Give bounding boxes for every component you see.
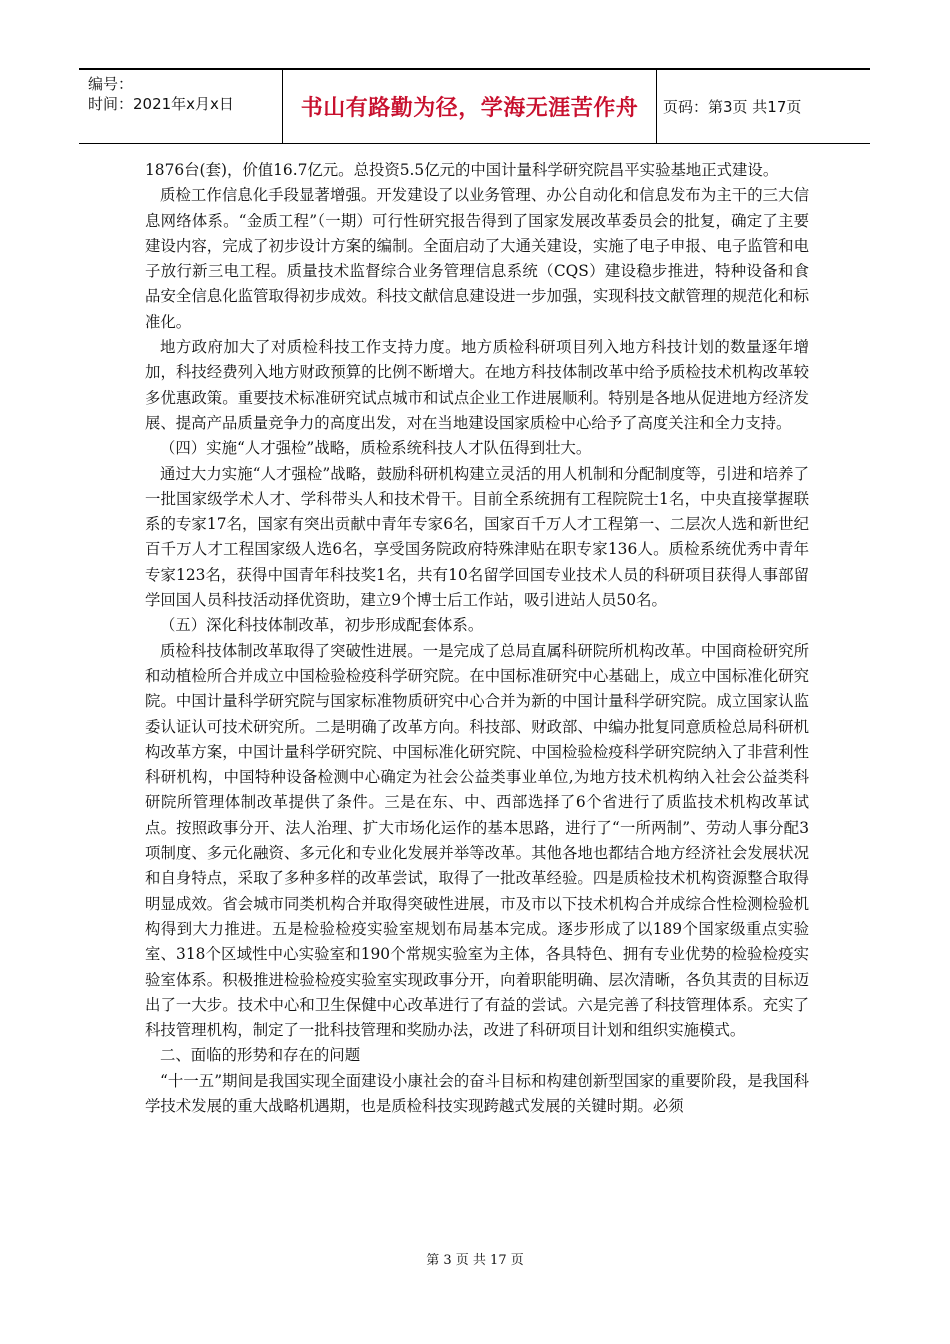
document-date-label: 时间：2021年x月x日 bbox=[88, 95, 234, 113]
section-heading: 二、面临的形势和存在的问题 bbox=[160, 1046, 361, 1065]
paragraph: 质检工作信息化手段显著增强。开发建设了以业务管理、办公自动化和信息发布为主干的三大信息网络体系。“金质工程”（一期）可行性研究报告得到了国家发展改革委员会的批复，确定了主要建设内容，完成了初步设计方案的编制。全面启动了大通关建设，实施了电子申报、电子监管和电子放行新三电工程。质量技术监督综合业务管理信息系统（CQS）建设稳步推进，特种设备和食品安全信息化监管取得初步成效。科技文献信息建设进一步加强，实现科技文献管理的规范化和标准化。 bbox=[145, 186, 809, 331]
header-motto-cell bbox=[282, 70, 657, 143]
paragraph: 通过大力实施“人才强检”战略，鼓励科研机构建立灵活的用人机制和分配制度等，引进和培养了一批国家级学术人才、学科带头人和技术骨干。目前全系统拥有工程院院士1名，中央直接掌握联系的专家17名，国家有突出贡献中青年专家6名，国家百千万人才工程第一、二层次人选和新世纪百千万人才工程国家级人选6名，享受国务院政府特殊津贴在职专家136人。质检系统优秀中青年专家123名，获得中国青年科技奖1名，共有10名留学回国专业技术人员的科研项目获得人事部留学回国人员科技活动择优资助，建立9个博士后工作站，吸引进站人员50名。 bbox=[145, 464, 809, 610]
header-page-label: 页码：第3页 共17页 bbox=[663, 98, 802, 116]
section-heading: （五）深化科技体制改革，初步形成配套体系。 bbox=[160, 616, 484, 635]
page-header bbox=[79, 68, 870, 144]
paragraph: 1876台(套)，价值16.7亿元。总投资5.5亿元的中国计量科学研究院昌平实验基地正式建设。 bbox=[145, 161, 779, 179]
paragraph: “十一五”期间是我国实现全面建设小康社会的奋斗目标和构建创新型国家的重要阶段，是我国科学技术发展的重大战略机遇期，也是质检科技实现跨越式发展的关键时期。必须 bbox=[145, 1071, 809, 1115]
paragraph: 地方政府加大了对质检科技工作支持力度。地方质检科研项目列入地方科技计划的数量逐年增加，科技经费列入地方财政预算的比例不断增大。在地方科技体制改革中给予质检技术机构改革较多优惠政策。重要技术标准研究试点城市和试点企业工作进展顺利。特别是各地从促进地方经济发展、提高产品质量竞争力的高度出发，对在当地建设国家质检中心给予了高度关注和全力支持。 bbox=[145, 338, 809, 432]
header-page-cell bbox=[657, 70, 870, 143]
paragraph: 质检科技体制改革取得了突破性进展。一是完成了总局直属科研院所机构改革。中国商检研究所和动植检所合并成立中国检验检疫科学研究院。在中国标准研究中心基础上，成立中国标准化研究院。中国计量科学研究院与国家标准物质研究中心合并为新的中国计量科学研究院。成立国家认监委认证认可技术研究所。二是明确了改革方向。科技部、财政部、中编办批复同意质检总局科研机构改革方案，中国计量科学研究院、中国标准化研究院、中国检验检疫科学研究院纳入了非营利性科研机构，中国特种设备检测中心确定为社会公益类事业单位,为地方技术机构纳入社会公益类科研院所管理体制改革提供了条件。三是在东、中、西部选择了6个省进行了质监技术机构改革试点。按照政事分开、法人治理、扩大市场化运作的基本思路，进行了“一所两制”、劳动人事分配3项制度、多元化融资、多元化和专业化发展并举等改革。其他各地也都结合地方经济社会发展状况和自身特点，采取了多种多样的改革尝试，取得了一批改革经验。四是质检技术机构资源整合取得明显成效。省会城市同类机构合并取得突破性进展，市及市以下技术机构合并成综合性检测检验机构得到大力推进。五是检验检疫实验室规划布局基本完成。逐步形成了以189个国家级重点实验室、318个区域性中心实验室和190个常规实验室为主体，各具特色、拥有专业优势的检验检疫实验室体系。积极推进检验检疫实验室实现政事分开，向着职能明确、层次清晰，各负其责的目标迈出了一大步。技术中心和卫生保健中心改革进行了有益的尝试。六是完善了科技管理体系。充实了科技管理机构，制定了一批科技管理和奖励办法，改进了科研项目计划和组织实施模式。 bbox=[145, 641, 809, 1040]
document-number-label: 编号： bbox=[88, 75, 134, 93]
header-info-cell bbox=[79, 70, 282, 143]
document-body bbox=[145, 158, 809, 1119]
section-heading: （四）实施“人才强检”战略，质检系统科技人才队伍得到壮大。 bbox=[160, 439, 592, 458]
footer-page-number: 第 3 页 共 17 页 bbox=[426, 1253, 524, 1268]
page-footer bbox=[0, 1249, 950, 1268]
header-motto: 书山有路勤为径，学海无涯苦作舟 bbox=[300, 96, 639, 121]
